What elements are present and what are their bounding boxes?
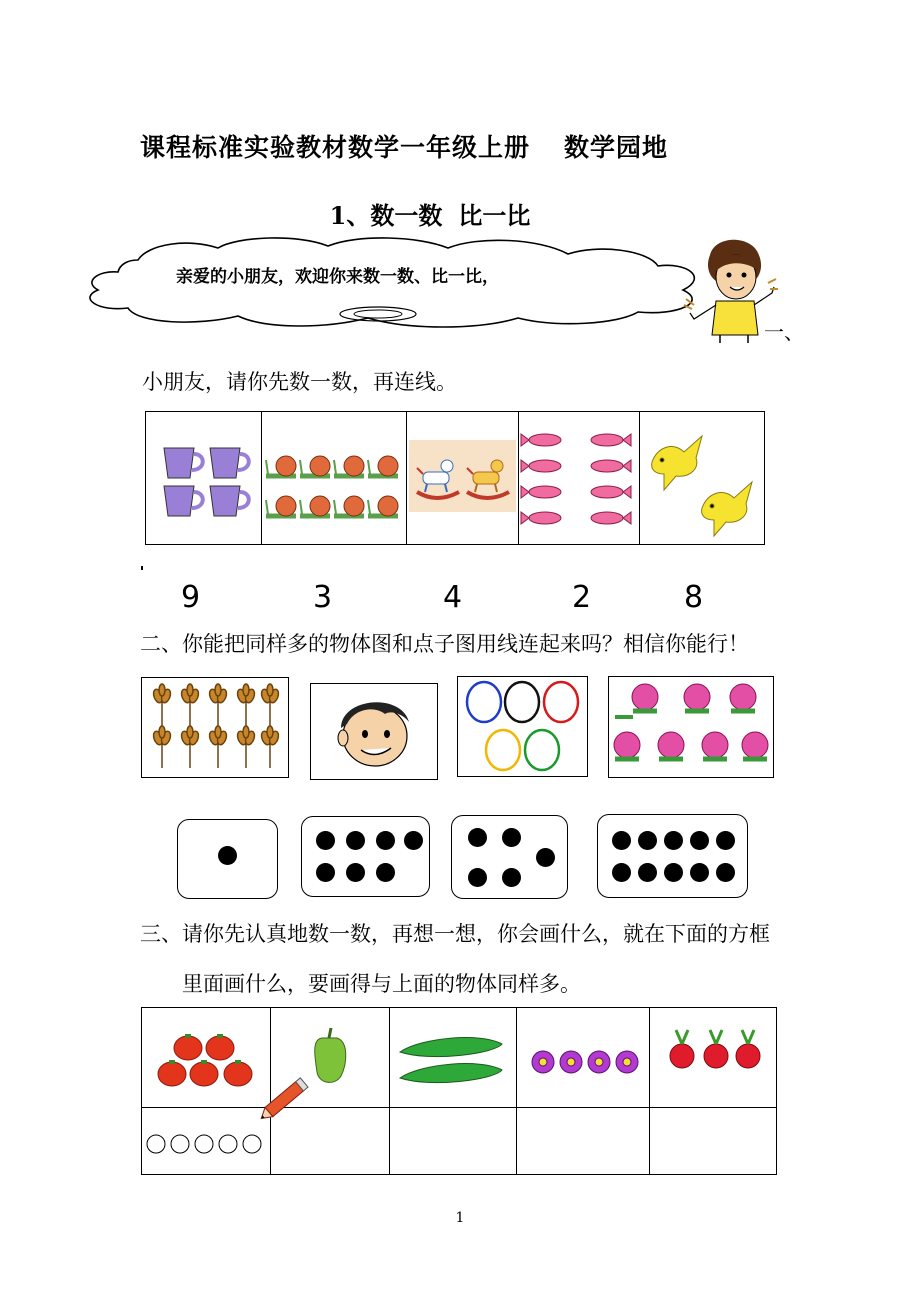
dot (316, 831, 335, 850)
dot (638, 863, 657, 882)
dot (346, 863, 365, 882)
cucumber-icon (390, 1008, 516, 1103)
bubble-text: 亲爱的小朋友，欢迎你来数一数、比一比， (176, 267, 499, 287)
bird-icon (640, 412, 764, 540)
dot (502, 828, 521, 847)
tomato-icon (142, 1008, 270, 1103)
boy-face-box[interactable] (310, 683, 438, 780)
pencil-icon (254, 1074, 314, 1130)
number-1[interactable]: 3 (313, 580, 333, 615)
number-4[interactable]: 8 (684, 580, 704, 615)
dot (664, 863, 683, 882)
ring-icon (458, 677, 587, 776)
dot (536, 848, 555, 867)
answer-cell-cucumber[interactable] (390, 1108, 517, 1175)
page-title (140, 128, 668, 164)
dot (690, 863, 709, 882)
dot-card-1[interactable] (177, 819, 278, 899)
stray-mark (141, 566, 143, 570)
dot-card-7[interactable] (301, 816, 430, 897)
section1-instruction: 小朋友，请你先数一数，再连线。 (142, 370, 457, 394)
dot (468, 828, 487, 847)
dot (346, 831, 365, 850)
dot (638, 831, 657, 850)
example-circles (142, 1108, 270, 1170)
boy-face-icon (311, 684, 437, 779)
page-number: 1 (455, 1210, 465, 1226)
section2-instruction: 二、你能把同样多的物体图和点子图用线连起来吗？相信你能行！ (140, 632, 749, 656)
dot (612, 831, 631, 850)
birds-cell[interactable] (640, 412, 765, 545)
number-3[interactable]: 2 (572, 580, 592, 615)
dot (316, 863, 335, 882)
cup-icon (146, 412, 261, 540)
flowers-box[interactable] (608, 676, 774, 778)
dot (502, 868, 521, 887)
dot (612, 863, 631, 882)
answer-cell-radish[interactable] (650, 1108, 777, 1175)
snail-icon (262, 412, 406, 540)
dot (376, 863, 395, 882)
dot (690, 831, 709, 850)
lesson-subtitle (0, 196, 860, 231)
dot (716, 863, 735, 882)
radish-cell (650, 1008, 777, 1108)
wheat-icon (142, 678, 288, 777)
cucumber-cell (390, 1008, 517, 1108)
fish-icon (519, 412, 639, 540)
flower-icon (609, 677, 773, 777)
dot (468, 868, 487, 887)
section3-instruction-line1: 三、请你先认真地数一数，再想一想，你会画什么，就在下面的方框 (140, 922, 770, 946)
wheat-box[interactable] (141, 677, 289, 778)
cups-cell[interactable] (146, 412, 262, 545)
dot (716, 831, 735, 850)
dot (376, 831, 395, 850)
section1-picture-row (145, 411, 765, 545)
dot (218, 846, 237, 865)
purple-flower-icon (517, 1008, 649, 1103)
dot (404, 831, 423, 850)
rocking-horses-cell[interactable] (407, 412, 519, 545)
dot-card-5[interactable] (451, 815, 568, 899)
answer-cell-flower[interactable] (517, 1108, 650, 1175)
subtitle-number: 1、数一数 (329, 201, 443, 230)
dot-card-10[interactable] (597, 814, 748, 898)
section3-instruction-line2: 里面画什么，要画得与上面的物体同样多。 (182, 972, 581, 996)
radish-icon (650, 1008, 776, 1103)
subtitle-rest: 比一比 (458, 201, 531, 230)
dot (664, 831, 683, 850)
number-0[interactable]: 9 (181, 580, 201, 615)
snails-cell[interactable] (262, 412, 407, 545)
tomato-cell (142, 1008, 271, 1108)
section-one-label: 一、 (764, 320, 804, 344)
rocking-horse-icon (407, 412, 518, 540)
answer-cell-tomato[interactable] (142, 1108, 271, 1175)
title-suffix: 数学园地 (564, 133, 669, 162)
fish-cell[interactable] (519, 412, 640, 545)
drawing-grid (141, 1007, 777, 1175)
number-2[interactable]: 4 (443, 580, 463, 615)
rings-box[interactable] (457, 676, 588, 777)
title-main: 课程标准实验教材数学一年级上册 (140, 133, 531, 162)
purple-flower-cell (517, 1008, 650, 1108)
